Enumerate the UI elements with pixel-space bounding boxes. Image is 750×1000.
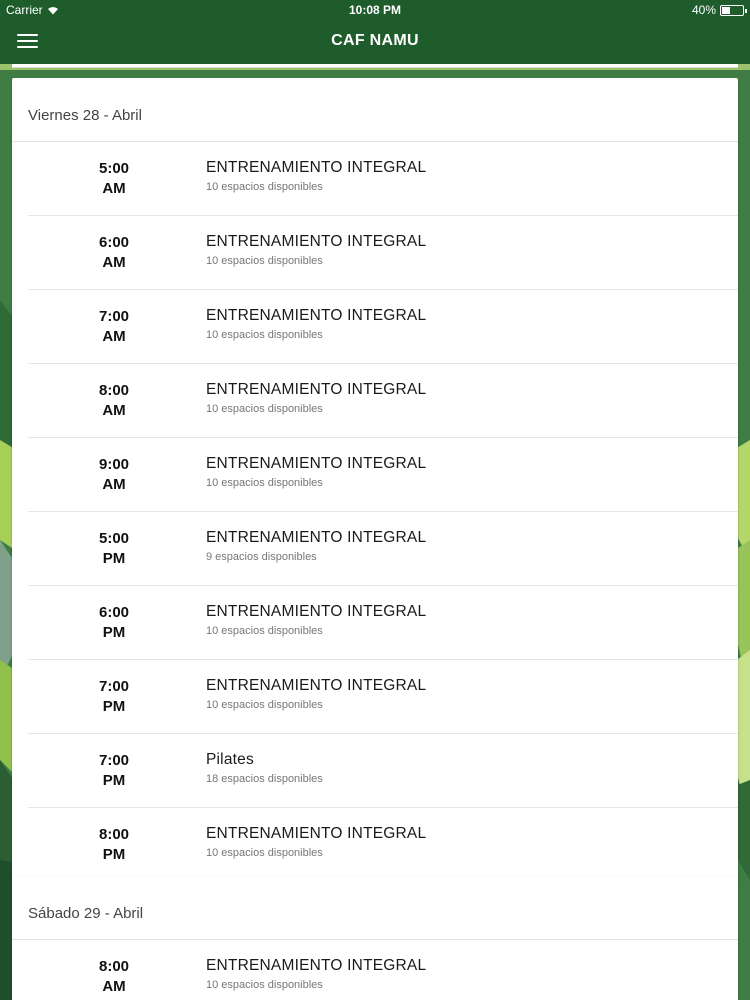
- class-info: [206, 158, 426, 193]
- day-header: Viernes 28 - Abril: [12, 78, 738, 142]
- class-availability: 10 espacios disponibles: [206, 329, 323, 341]
- class-name: ENTRENAMIENTO INTEGRAL: [206, 233, 427, 250]
- class-time: [64, 603, 164, 643]
- status-time: 10:08 PM: [348, 3, 402, 17]
- class-info: [206, 528, 426, 563]
- class-period: AM: [102, 180, 126, 197]
- previous-card-edge: [12, 64, 738, 68]
- class-info: [206, 750, 323, 785]
- class-period: AM: [102, 328, 126, 345]
- class-row[interactable]: [28, 438, 738, 512]
- class-availability: 10 espacios disponibles: [206, 699, 323, 711]
- class-availability: 10 espacios disponibles: [206, 847, 323, 859]
- class-row[interactable]: [28, 586, 738, 660]
- class-availability: 10 espacios disponibles: [206, 403, 323, 415]
- carrier-label: Carrier: [6, 3, 43, 17]
- class-period: AM: [102, 978, 126, 995]
- class-name: ENTRENAMIENTO INTEGRAL: [206, 677, 427, 694]
- class-time: [64, 957, 164, 997]
- class-period: PM: [102, 772, 126, 789]
- class-availability: 10 espacios disponibles: [206, 625, 323, 637]
- class-hour: 7:00: [98, 678, 130, 695]
- day-card: [12, 876, 738, 1000]
- class-period: AM: [102, 476, 126, 493]
- class-availability: 10 espacios disponibles: [206, 255, 323, 267]
- class-info: [206, 232, 426, 267]
- class-row[interactable]: [28, 512, 738, 586]
- battery-indicator: [692, 3, 744, 17]
- class-info: [206, 824, 426, 859]
- class-time: [64, 159, 164, 199]
- class-time: [64, 307, 164, 347]
- class-period: PM: [102, 624, 126, 641]
- class-row[interactable]: [28, 290, 738, 364]
- class-row[interactable]: [28, 808, 738, 882]
- class-hour: 7:00: [98, 308, 130, 325]
- class-name: Pilates: [206, 751, 254, 768]
- class-row[interactable]: [28, 940, 738, 1000]
- status-bar: [0, 0, 750, 20]
- class-name: ENTRENAMIENTO INTEGRAL: [206, 603, 427, 620]
- class-time: [64, 529, 164, 569]
- class-time: [64, 455, 164, 495]
- class-info: [206, 602, 426, 637]
- class-availability: 10 espacios disponibles: [206, 181, 323, 193]
- class-hour: 9:00: [98, 456, 130, 473]
- class-availability: 10 espacios disponibles: [206, 477, 323, 489]
- class-availability: 18 espacios disponibles: [206, 773, 323, 785]
- class-hour: 8:00: [98, 958, 130, 975]
- class-hour: 8:00: [98, 382, 130, 399]
- class-hour: 6:00: [98, 604, 130, 621]
- class-row[interactable]: [28, 734, 738, 808]
- app-header: [0, 20, 750, 64]
- class-period: PM: [102, 550, 126, 567]
- class-name: ENTRENAMIENTO INTEGRAL: [206, 957, 427, 974]
- class-hour: 7:00: [98, 752, 130, 769]
- class-row[interactable]: [28, 364, 738, 438]
- class-period: AM: [102, 402, 126, 419]
- class-hour: 6:00: [98, 234, 130, 251]
- day-header: Sábado 29 - Abril: [12, 876, 738, 940]
- class-row[interactable]: [28, 660, 738, 734]
- class-hour: 5:00: [98, 160, 130, 177]
- class-period: PM: [102, 846, 126, 863]
- class-hour: 5:00: [98, 530, 130, 547]
- class-period: PM: [102, 698, 126, 715]
- class-name: ENTRENAMIENTO INTEGRAL: [206, 529, 427, 546]
- class-time: [64, 381, 164, 421]
- schedule-list[interactable]: [0, 64, 750, 1000]
- class-name: ENTRENAMIENTO INTEGRAL: [206, 381, 427, 398]
- class-period: AM: [102, 254, 126, 271]
- class-info: [206, 454, 426, 489]
- class-time: [64, 751, 164, 791]
- class-name: ENTRENAMIENTO INTEGRAL: [206, 307, 427, 324]
- class-info: [206, 306, 426, 341]
- day-card: [12, 78, 738, 882]
- class-info: [206, 956, 426, 991]
- class-info: [206, 380, 426, 415]
- class-availability: 10 espacios disponibles: [206, 979, 323, 991]
- class-time: [64, 233, 164, 273]
- class-time: [64, 825, 164, 865]
- class-name: ENTRENAMIENTO INTEGRAL: [206, 159, 427, 176]
- class-info: [206, 676, 426, 711]
- class-row[interactable]: [28, 142, 738, 216]
- class-time: [64, 677, 164, 717]
- class-name: ENTRENAMIENTO INTEGRAL: [206, 825, 427, 842]
- class-availability: 9 espacios disponibles: [206, 551, 317, 563]
- battery-percent: 40%: [691, 3, 716, 17]
- class-row[interactable]: [28, 216, 738, 290]
- battery-icon: [720, 5, 744, 16]
- app-title: CAF NAMU: [331, 32, 419, 49]
- class-name: ENTRENAMIENTO INTEGRAL: [206, 455, 427, 472]
- class-hour: 8:00: [98, 826, 130, 843]
